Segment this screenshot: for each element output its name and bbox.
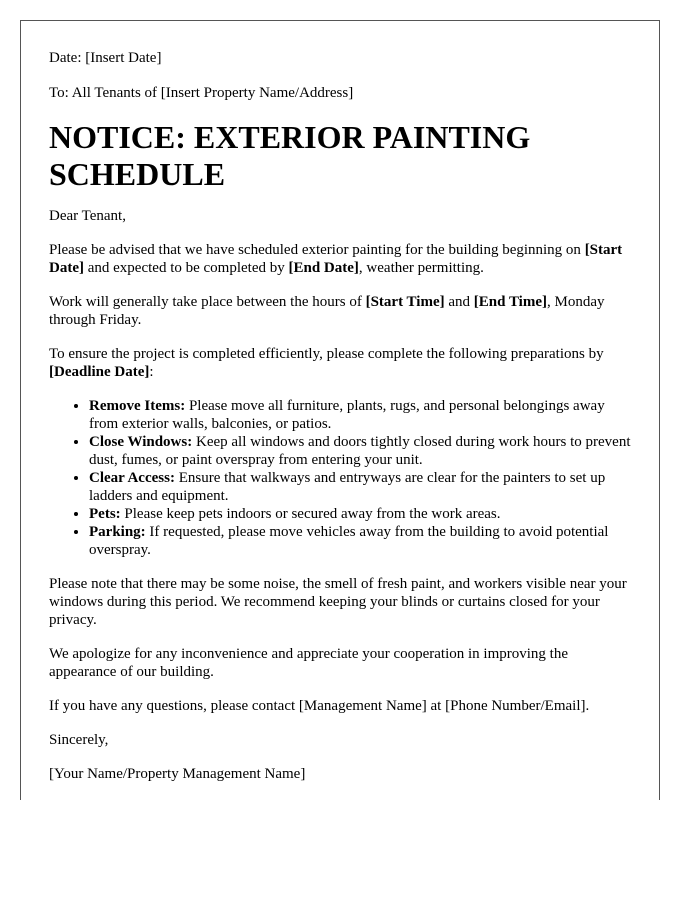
list-item-text: Ensure that walkways and entryways are clear for the painters to set up ladders and equipment.: [89, 470, 606, 504]
list-item-label: Clear Access:: [89, 470, 175, 486]
closing: Sincerely,: [49, 732, 109, 748]
hours-paragraph: [49, 293, 631, 329]
preparations-text-after: :: [149, 364, 154, 380]
list-item: [89, 397, 631, 433]
signature: [Your Name/Property Management Name]: [49, 766, 306, 782]
preparations-paragraph: [49, 345, 631, 381]
hours-text-after: , Monday through Friday.: [49, 294, 605, 328]
list-item-text: If requested, please move vehicles away from the building to avoid potential overspray.: [89, 524, 609, 558]
deadline-placeholder: [Deadline Date]: [49, 364, 150, 380]
list-item-label: Close Windows:: [89, 434, 193, 450]
salutation: Dear Tenant,: [49, 208, 126, 224]
list-item: [89, 469, 631, 505]
list-item: [89, 505, 631, 523]
list-item: [89, 523, 631, 559]
start-time-placeholder: [Start Time]: [365, 294, 445, 310]
preparations-text-before: To ensure the project is completed efficiently, please complete the following preparations by: [49, 346, 604, 362]
to-line: To: All Tenants of [Insert Property Name/Address]: [49, 85, 354, 101]
list-item: [89, 433, 631, 469]
list-item-label: Parking:: [89, 524, 146, 540]
hours-text-middle: and: [444, 294, 474, 310]
start-date-placeholder: [Start Date]: [49, 242, 623, 276]
noise-paragraph: Please note that there may be some noise, the smell of fresh paint, and workers visible near your windows during this period. We recommend keeping your blinds or curtains closed for your privacy.: [49, 576, 627, 628]
end-date-placeholder: [End Date]: [288, 260, 359, 276]
schedule-text-after: , weather permitting.: [358, 260, 484, 276]
contact-paragraph: If you have any questions, please contact [Management Name] at [Phone Number/Email].: [49, 698, 590, 714]
end-time-placeholder: [End Time]: [473, 294, 547, 310]
list-item-text: Please move all furniture, plants, rugs, and personal belongings away from exterior walls, balconies, or patios.: [89, 398, 605, 432]
hours-text-before: Work will generally take place between the hours of: [49, 294, 366, 310]
schedule-paragraph: [49, 241, 631, 277]
notice-title: NOTICE: EXTERIOR PAINTING SCHEDULE: [49, 119, 531, 192]
preparation-list: [49, 397, 631, 559]
list-item-text: Keep all windows and doors tightly closed during work hours to prevent dust, fumes, or paint overspray from entering your unit.: [89, 434, 631, 468]
schedule-text-middle: and expected to be completed by: [83, 260, 289, 276]
list-item-text: Please keep pets indoors or secured away from the work areas.: [120, 506, 501, 522]
apology-paragraph: We apologize for any inconvenience and appreciate your cooperation in improving the appearance of our building.: [49, 646, 569, 680]
notice-letter: [20, 20, 660, 800]
list-item-label: Pets:: [89, 506, 121, 522]
date-line: Date: [Insert Date]: [49, 50, 162, 66]
list-item-label: Remove Items:: [89, 398, 186, 414]
schedule-text-before: Please be advised that we have scheduled exterior painting for the building beginning on: [49, 242, 585, 258]
